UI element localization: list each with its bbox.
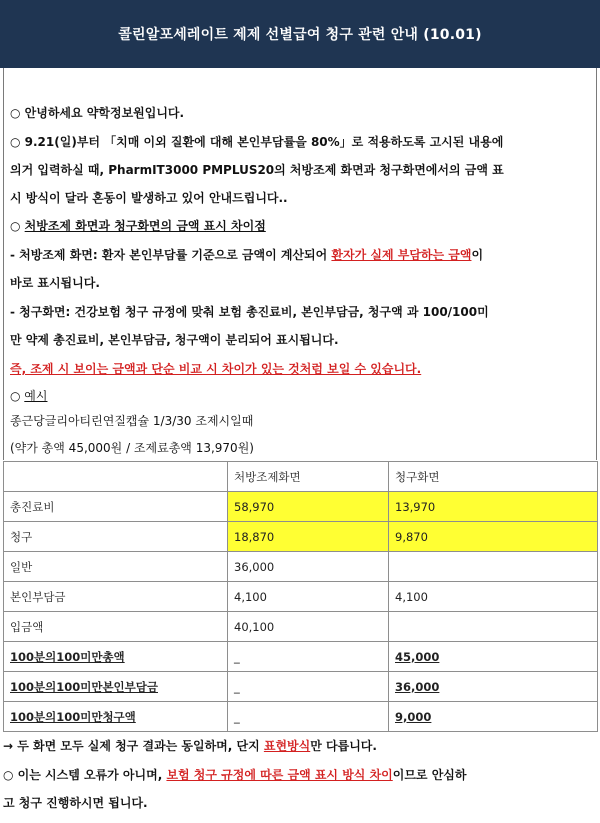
table-cell: 45,000: [389, 642, 598, 672]
conclusion-line: [3, 738, 377, 754]
text-part: - 처방조제 화면: 환자 본인부담률 기준으로 금액이 계산되어: [10, 248, 332, 262]
section-heading-text: 처방조제 화면과 청구화면의 금액 표시 차이점: [24, 219, 266, 233]
table-cell: 9,870: [389, 522, 598, 552]
table-cell: 13,970: [389, 492, 598, 522]
section-heading-example: [10, 388, 47, 404]
row-label: 총진료비: [4, 492, 228, 522]
table-cell: 36,000: [389, 672, 598, 702]
highlight-text: 보험 청구 규정에 따른 금액 표시 방식 차이: [166, 768, 393, 782]
table-header-cell: [4, 462, 228, 492]
bullet-mark: ○: [10, 219, 25, 233]
title-banner: [0, 0, 600, 68]
bullet-mark: ○: [10, 389, 25, 403]
row-label: 본인부담금: [4, 582, 228, 612]
row-label: 100분의100미만본인부담금: [4, 672, 228, 702]
section-heading-text: 예시: [24, 389, 48, 403]
table-cell: 58,970: [228, 492, 389, 522]
example-total-line: (약가 총액 45,000원 / 조제료총액 13,970원): [10, 441, 254, 455]
table-cell: _: [228, 672, 389, 702]
greeting-line: ○ 안녕하세요 약학정보원입니다.: [10, 106, 185, 120]
section-heading-difference: [10, 218, 266, 234]
notice-line: [10, 247, 483, 263]
table-cell: [389, 612, 598, 642]
row-label: 청구: [4, 522, 228, 552]
text-part: 이: [471, 248, 484, 262]
table-row: [4, 552, 598, 582]
table-cell: 40,100: [228, 612, 389, 642]
table-cell: _: [228, 642, 389, 672]
notice-body: [3, 68, 597, 460]
table-header-row: [4, 462, 598, 492]
page-title: 콜린알포세레이트 제제 선별급여 청구 관련 안내 (10.01): [118, 27, 482, 43]
warning-line: [10, 361, 421, 377]
text-part: 만 다릅니다.: [310, 739, 377, 753]
row-label: 100분의100미만청구액: [4, 702, 228, 732]
table-cell: _: [228, 702, 389, 732]
table-row: [4, 672, 598, 702]
example-drug-line: 종근당글리아티린연질캡슐 1/3/30 조제시일때: [10, 414, 254, 428]
table-row: [4, 642, 598, 672]
table-header-cell: 처방조제화면: [228, 462, 389, 492]
table-row: [4, 492, 598, 522]
notice-line: 만 약제 총진료비, 본인부담금, 청구액이 분리되어 표시됩니다.: [10, 333, 339, 347]
table-row: [4, 582, 598, 612]
table-cell: 36,000: [228, 552, 389, 582]
text-part: → 두 화면 모두 실제 청구 결과는 동일하며, 단지: [3, 739, 264, 753]
highlight-text: 환자가 실제 부담하는 금액: [331, 248, 472, 262]
notice-line: 시 방식이 달라 혼동이 발생하고 있어 안내드립니다..: [10, 191, 288, 205]
comparison-table: [3, 461, 598, 732]
notice-line: 바로 표시됩니다.: [10, 276, 100, 290]
reassurance-line: [3, 767, 466, 783]
table-cell: [389, 552, 598, 582]
notice-line: ○ 9.21(일)부터 「치매 이외 질환에 대해 본인부담률을 80%」로 적용하도록 고시된 내용에: [10, 135, 504, 149]
table-cell: 9,000: [389, 702, 598, 732]
reassurance-line: 고 청구 진행하시면 됩니다.: [3, 796, 148, 810]
notice-line: 의거 입력하실 때, PharmIT3000 PMPLUS20의 처방조제 화면과 청구화면에서의 금액 표: [10, 163, 504, 177]
row-label: 일반: [4, 552, 228, 582]
warning-text: 즉, 조제 시 보이는 금액과 단순 비교 시 차이가 있는 것처럼 보일 수 있습니다.: [10, 362, 422, 376]
notice-line: - 청구화면: 건강보험 청구 규정에 맞춰 보험 총진료비, 본인부담금, 청구액 과 100/100미: [10, 305, 489, 319]
text-part: 이므로 안심하: [392, 768, 467, 782]
table-cell: 4,100: [389, 582, 598, 612]
row-label: 입금액: [4, 612, 228, 642]
text-part: ○ 이는 시스템 오류가 아니며,: [3, 768, 167, 782]
table-row: [4, 612, 598, 642]
table-header-cell: 청구화면: [389, 462, 598, 492]
highlight-text: 표현방식: [263, 739, 311, 753]
table-cell: 4,100: [228, 582, 389, 612]
table-cell: 18,870: [228, 522, 389, 552]
table-row: [4, 522, 598, 552]
table-row: [4, 702, 598, 732]
row-label: 100분의100미만총액: [4, 642, 228, 672]
